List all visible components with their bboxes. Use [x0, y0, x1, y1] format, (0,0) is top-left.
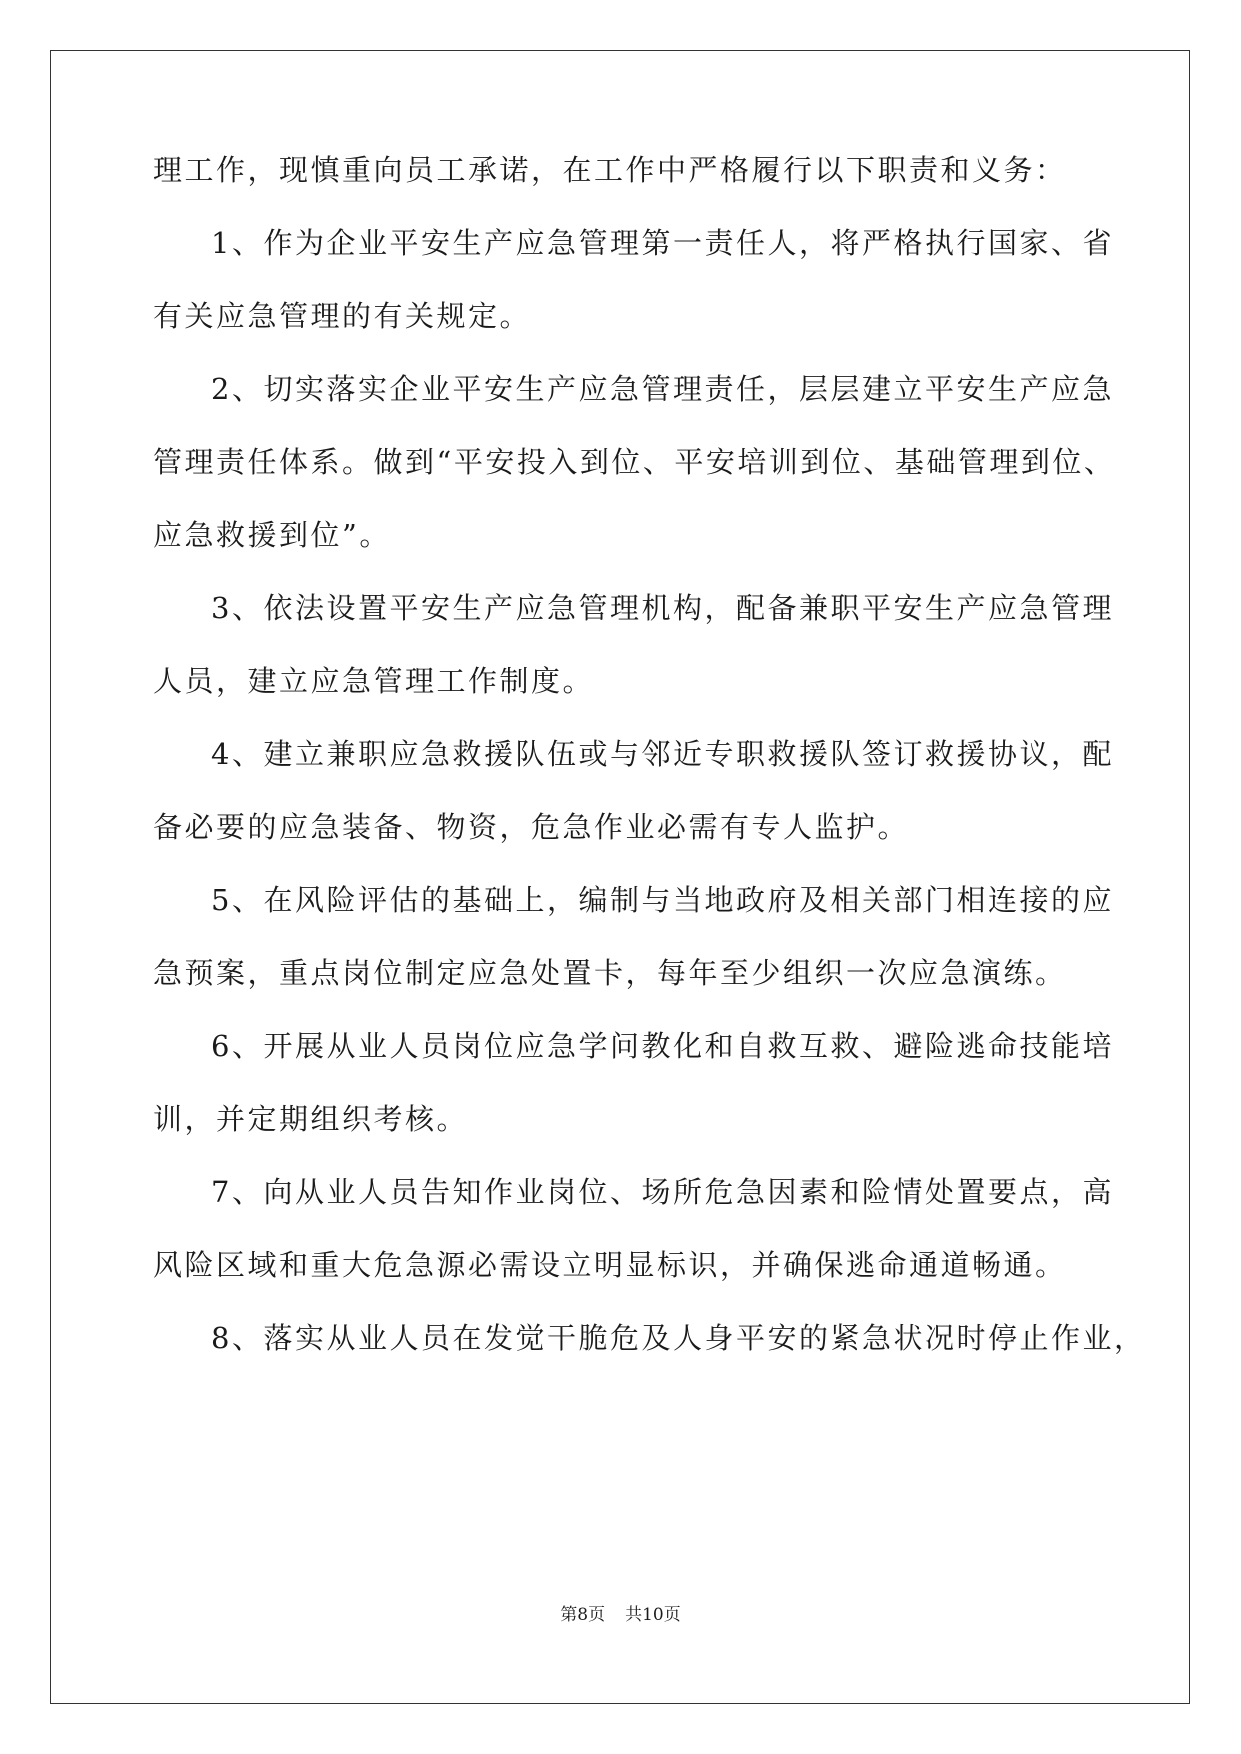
text-line: 急预案，重点岗位制定应急处置卡，每年至少组织一次应急演练。: [153, 956, 1067, 990]
text-line: 风险区域和重大危急源必需设立明显标识，并确保逃命通道畅通。: [153, 1248, 1067, 1282]
text-line: 理工作，现慎重向员工承诺，在工作中严格履行以下职责和义务：: [153, 153, 1067, 187]
text-line: 人员，建立应急管理工作制度。: [153, 664, 595, 698]
text-line: 备必要的应急装备、物资，危急作业必需有专人监护。: [153, 810, 910, 844]
page-footer: [0, 1600, 1241, 1625]
text-line: 4、建立兼职应急救援队伍或与邻近专职救援队签订救援协议，配: [211, 737, 1114, 771]
text-line: 1、作为企业平安生产应急管理第一责任人，将严格执行国家、省: [211, 226, 1114, 260]
text-line: 3、依法设置平安生产应急管理机构，配备兼职平安生产应急管理: [211, 591, 1114, 625]
text-line: 6、开展从业人员岗位应急学问教化和自救互救、避险逃命技能培: [211, 1029, 1114, 1063]
page-number: 第8页: [560, 1605, 606, 1625]
text-line: 有关应急管理的有关规定。: [153, 299, 532, 333]
text-line: 8、落实从业人员在发觉干脆危及人身平安的紧急状况时停止作业，: [211, 1321, 1146, 1355]
text-line: 训，并定期组织考核。: [153, 1102, 469, 1136]
text-line: 5、在风险评估的基础上，编制与当地政府及相关部门相连接的应: [211, 883, 1114, 917]
page-total: 共10页: [625, 1605, 681, 1625]
text-line: 2、切实落实企业平安生产应急管理责任，层层建立平安生产应急: [211, 372, 1114, 406]
text-line: 7、向从业人员告知作业岗位、场所危急因素和险情处置要点，高: [211, 1175, 1114, 1209]
text-line: 管理责任体系。做到“平安投入到位、平安培训到位、基础管理到位、: [153, 445, 1116, 479]
text-line: 应急救援到位”。: [153, 518, 391, 552]
